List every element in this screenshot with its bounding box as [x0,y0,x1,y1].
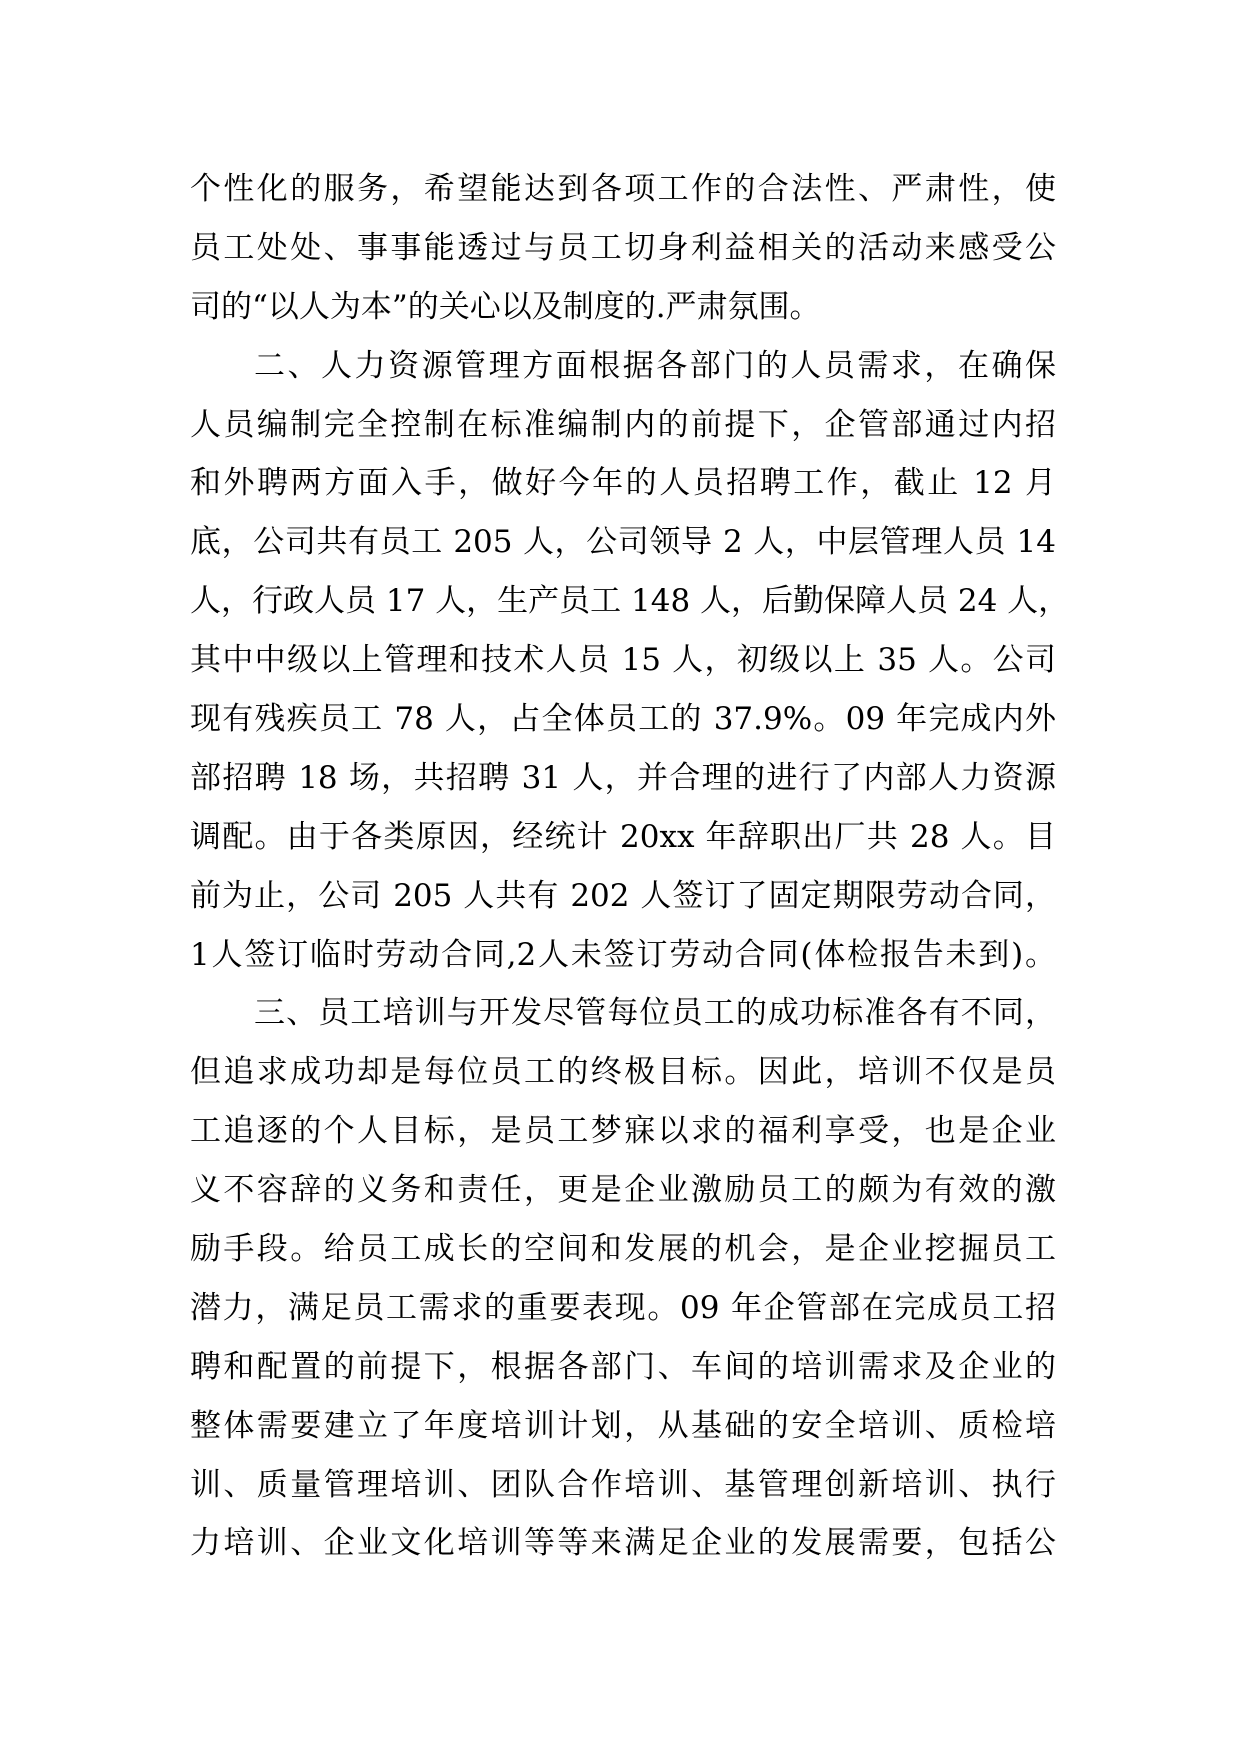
text-line: 训、质量管理培训、团队合作培训、基管理创新培训、执行 [190,1466,1056,1503]
text-line: 励手段。给员工成长的空间和发展的机会，是企业挖掘员工 [190,1231,1056,1268]
text-line: 员工处处、事事能透过与员工切身利益相关的活动来感受公 [190,229,1056,266]
paragraph-heading-line: 三、员工培训与开发尽管每位员工的成功标准各有不同， [254,995,1056,1032]
text-line: 现有残疾员工 78 人，占全体员工的 37.9%。09 年完成内外 [190,701,1056,738]
text-line: 义不容辞的义务和责任，更是企业激励员工的颇为有效的激 [190,1172,1056,1209]
text-line: 潜力，满足员工需求的重要表现。09 年企管部在完成员工招 [190,1289,1056,1326]
paragraph-heading-line: 二、人力资源管理方面根据各部门的人员需求，在确保 [254,347,1056,384]
text-line: 底，公司共有员工 205 人，公司领导 2 人，中层管理人员 14 [190,524,1056,561]
text-line: 工追逐的个人目标，是员工梦寐以求的福利享受，也是企业 [190,1113,1056,1150]
text-line: 调配。由于各类原因，经统计 20xx 年辞职出厂共 28 人。目 [190,818,1056,855]
text-line: 1人签订临时劳动合同,2人未签订劳动合同(体检报告未到)。 [190,936,1056,973]
text-line: 司的“以人为本”的关心以及制度的.严肃氛围。 [190,288,821,325]
text-line: 前为止，公司 205 人共有 202 人签订了固定期限劳动合同， [190,877,1056,914]
text-line: 但追求成功却是每位员工的终极目标。因此，培训不仅是员 [190,1054,1056,1091]
text-line: 聘和配置的前提下，根据各部门、车间的培训需求及企业的 [190,1348,1056,1385]
text-line: 个性化的服务，希望能达到各项工作的合法性、严肃性，使 [190,171,1056,207]
text-line: 整体需要建立了年度培训计划，从基础的安全培训、质检培 [190,1407,1056,1444]
text-line: 人员编制完全控制在标准编制内的前提下，企管部通过内招 [190,406,1056,443]
text-line: 部招聘 18 场，共招聘 31 人，并合理的进行了内部人力资源 [190,759,1056,796]
text-line: 和外聘两方面入手，做好今年的人员招聘工作，截止 12 月 [190,465,1056,502]
text-line: 其中中级以上管理和技术人员 15 人，初级以上 35 人。公司 [190,642,1056,679]
text-line: 人，行政人员 17 人，生产员工 148 人，后勤保障人员 24 人， [190,583,1070,620]
document-body [190,160,1070,1573]
text-line: 力培训、企业文化培训等等来满足企业的发展需要，包括公 [190,1525,1056,1562]
